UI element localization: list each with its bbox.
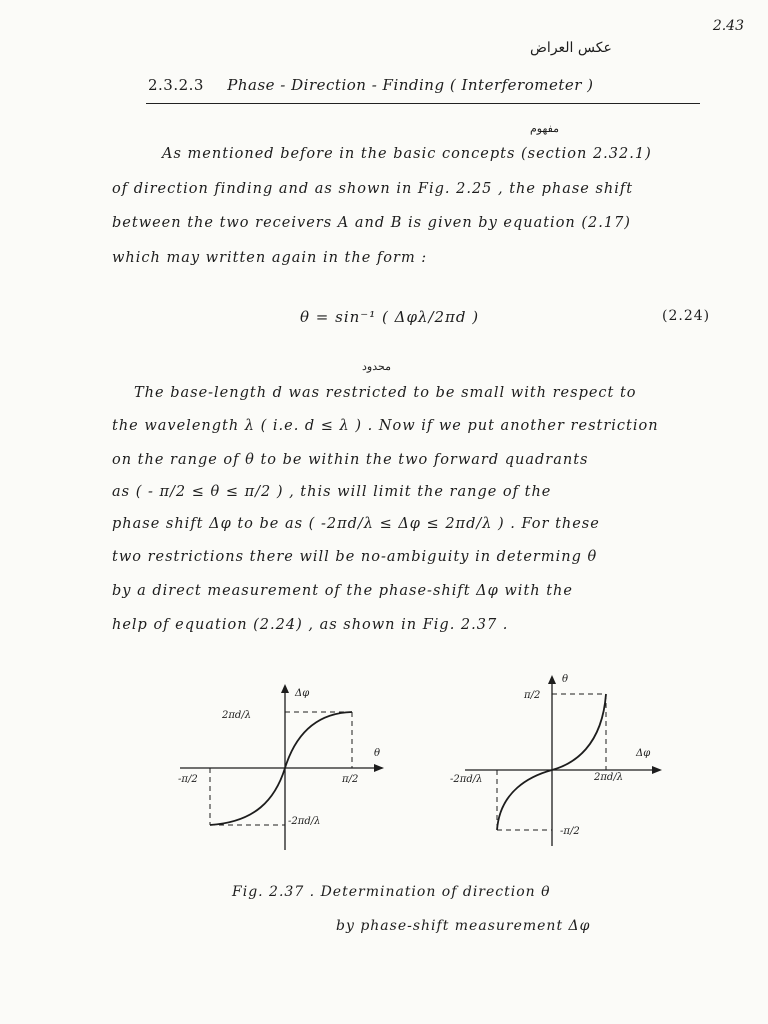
- left-limit-label: -2πd/λ: [450, 774, 483, 785]
- annotation-concepts: مفهوم: [530, 122, 560, 135]
- paragraph2-line: help of equation (2.24) , as shown in Fig. 2.37 .: [112, 617, 509, 633]
- paragraph1-line: of direction finding and as shown in Fig. 2.25 , the phase shift: [112, 181, 634, 197]
- paragraph2-line: by a direct measurement of the phase-shift Δφ with the: [112, 583, 573, 599]
- paragraph2-line: two restrictions there will be no-ambiguity in determing θ: [112, 549, 598, 565]
- paragraph2-line: as ( - π/2 ≤ θ ≤ π/2 ) , this will limit the range of the: [112, 484, 552, 500]
- section-title: Phase - Direction - Finding ( Interferometer ): [227, 76, 594, 94]
- x-axis-arrowhead: [652, 766, 662, 774]
- paragraph2-line: phase shift Δφ to be as ( -2πd/λ ≤ Δφ ≤ 2πd/λ ) . For these: [112, 516, 600, 532]
- x-axis-arrowhead: [374, 764, 384, 772]
- x-axis-label: Δφ: [636, 748, 651, 759]
- top-value-label: π/2: [524, 690, 541, 701]
- section-number: 2.3.2.3: [148, 76, 204, 94]
- annotation-restricted: محدود: [362, 360, 391, 373]
- figure-angle-vs-phase: [440, 666, 680, 856]
- top-value-label: 2πd/λ: [222, 710, 252, 721]
- left-limit-label: -π/2: [178, 774, 198, 785]
- y-axis-label: θ: [562, 674, 569, 685]
- y-axis-label: Δφ: [295, 688, 310, 699]
- figure-caption: Fig. 2.37 . Determination of direction θ: [232, 884, 551, 900]
- section-heading: [148, 76, 594, 94]
- paragraph2-line: on the range of θ to be within the two forward quadrants: [112, 452, 589, 468]
- paragraph1-line: which may written again in the form :: [112, 250, 428, 266]
- paragraph1-line: between the two receivers A and B is given by equation (2.17): [112, 215, 631, 231]
- y-axis-arrowhead: [281, 684, 289, 693]
- x-axis-label: θ: [374, 748, 381, 759]
- right-limit-label: π/2: [342, 774, 359, 785]
- paragraph2-line: the wavelength λ ( i.e. d ≤ λ ) . Now if we put another restriction: [112, 418, 659, 434]
- margin-note-arabic: عکس العراض: [530, 40, 612, 56]
- heading-underline: [146, 103, 700, 104]
- bottom-value-label: -2πd/λ: [288, 816, 321, 827]
- equation: θ = sin⁻¹ ( Δφλ/2πd ): [300, 308, 480, 326]
- equation-number: (2.24): [662, 308, 711, 324]
- right-limit-label: 2πd/λ: [594, 772, 624, 783]
- bottom-value-label: -π/2: [560, 826, 580, 837]
- figure-phase-vs-angle: [160, 680, 400, 860]
- figure-caption-continued: by phase-shift measurement Δφ: [336, 918, 591, 934]
- paragraph2-line: The base-length d was restricted to be small with respect to: [134, 385, 637, 401]
- y-axis-arrowhead: [548, 675, 556, 684]
- page-number: 2.43: [712, 18, 744, 34]
- paragraph1-line: As mentioned before in the basic concepts (section 2.32.1): [162, 146, 652, 162]
